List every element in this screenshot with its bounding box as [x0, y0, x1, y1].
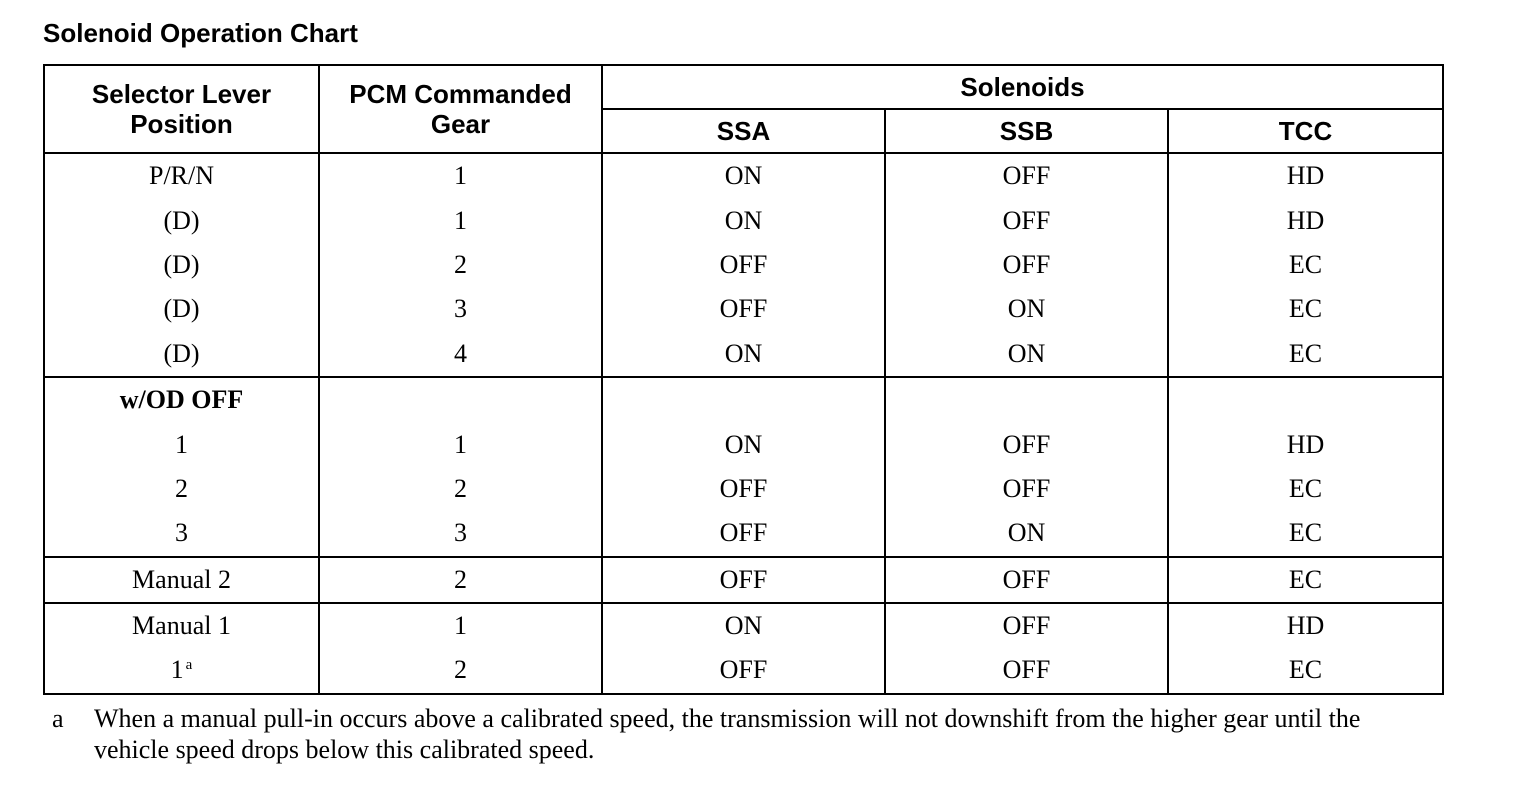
ssa-cell-text: ON — [724, 161, 763, 191]
gear-cell-text: 4 — [454, 338, 467, 368]
table-body — [44, 153, 1443, 694]
ssb-cell — [885, 648, 1168, 693]
table-row — [44, 153, 1443, 198]
position-cell — [44, 511, 319, 556]
position-cell — [44, 557, 319, 603]
gear-cell-text: 2 — [454, 473, 467, 503]
ssa-cell-text: OFF — [719, 294, 768, 324]
solenoid-operation-table — [43, 64, 1444, 695]
position-cell-text: 1 — [175, 429, 188, 459]
tcc-cell-text: EC — [1288, 294, 1323, 324]
tcc-cell — [1168, 422, 1443, 466]
table-row — [44, 603, 1443, 648]
table-row — [44, 511, 1443, 556]
ssb-cell-text: OFF — [1002, 429, 1051, 459]
position-cell-text: (D) — [163, 205, 200, 235]
gear-cell-text: 1 — [454, 205, 467, 235]
position-cell-text: Manual 1 — [132, 611, 231, 641]
gear-cell — [319, 467, 602, 511]
header-ssa: SSA — [602, 109, 885, 153]
gear-cell — [319, 603, 602, 648]
ssb-cell-text: ON — [1007, 518, 1046, 548]
ssa-cell-text: ON — [724, 429, 763, 459]
ssb-cell — [885, 422, 1168, 466]
tcc-cell — [1168, 332, 1443, 377]
gear-cell-text: 2 — [454, 564, 467, 594]
empty-cell — [319, 377, 602, 422]
table-row — [44, 243, 1443, 287]
tcc-cell-text: HD — [1286, 161, 1325, 191]
ssb-cell — [885, 557, 1168, 603]
footnote-text: When a manual pull-in occurs above a calibrated speed, the transmission will not downshift from the higher gear until the vehicle speed drops below this calibrated speed. — [94, 704, 1361, 764]
tcc-cell — [1168, 198, 1443, 242]
ssa-cell — [602, 153, 885, 198]
ssa-cell — [602, 648, 885, 693]
ssa-cell — [602, 422, 885, 466]
tcc-cell-text: HD — [1286, 205, 1325, 235]
gear-cell — [319, 557, 602, 603]
header-selector-lever-position: Selector Lever Position — [44, 65, 319, 153]
table-row — [44, 422, 1443, 466]
tcc-cell-text: HD — [1286, 611, 1325, 641]
ssa-cell — [602, 603, 885, 648]
position-cell — [44, 422, 319, 466]
ssa-cell-text: OFF — [719, 249, 768, 279]
position-cell-text: (D) — [163, 338, 200, 368]
gear-cell — [319, 648, 602, 693]
header-ssb: SSB — [885, 109, 1168, 153]
position-cell — [44, 153, 319, 198]
ssb-cell — [885, 153, 1168, 198]
ssb-cell-text: ON — [1007, 294, 1046, 324]
ssb-cell — [885, 243, 1168, 287]
tcc-cell-text: EC — [1288, 518, 1323, 548]
group-subheading: w/OD OFF — [44, 377, 319, 422]
gear-cell — [319, 153, 602, 198]
ssa-cell — [602, 287, 885, 331]
ssb-cell-text: OFF — [1002, 564, 1051, 594]
ssb-cell-text: OFF — [1002, 249, 1051, 279]
position-cell — [44, 198, 319, 242]
ssb-cell — [885, 287, 1168, 331]
ssa-cell — [602, 467, 885, 511]
empty-cell — [602, 377, 885, 422]
ssa-cell-text: OFF — [719, 564, 768, 594]
footnote-mark: a — [52, 704, 64, 733]
tcc-cell — [1168, 287, 1443, 331]
position-cell-text: P/R/N — [148, 161, 215, 191]
position-cell-text: 1 — [170, 655, 184, 685]
ssb-cell-text: OFF — [1002, 205, 1051, 235]
tcc-cell — [1168, 511, 1443, 556]
ssa-cell — [602, 557, 885, 603]
header-row-top — [44, 65, 1443, 109]
ssb-cell-text: OFF — [1002, 611, 1051, 641]
ssb-cell-text: OFF — [1002, 473, 1051, 503]
ssa-cell-text: OFF — [719, 655, 768, 685]
ssa-cell — [602, 332, 885, 377]
ssb-cell — [885, 198, 1168, 242]
position-cell — [44, 603, 319, 648]
ssb-cell — [885, 511, 1168, 556]
gear-cell-text: 2 — [454, 655, 467, 685]
ssa-cell-text: ON — [724, 338, 763, 368]
tcc-cell-text: HD — [1286, 429, 1325, 459]
ssa-cell — [602, 511, 885, 556]
tcc-cell-text: EC — [1288, 655, 1323, 685]
ssb-cell-text: ON — [1007, 338, 1046, 368]
gear-cell-text: 1 — [454, 429, 467, 459]
position-cell — [44, 243, 319, 287]
tcc-cell — [1168, 153, 1443, 198]
position-cell — [44, 332, 319, 377]
gear-cell — [319, 511, 602, 556]
tcc-cell — [1168, 648, 1443, 693]
gear-cell — [319, 198, 602, 242]
table-row — [44, 287, 1443, 331]
footnote-reference: a — [185, 657, 193, 674]
gear-cell-text: 1 — [454, 161, 467, 191]
tcc-cell-text: EC — [1288, 473, 1323, 503]
tcc-cell — [1168, 603, 1443, 648]
header-pcm-commanded-gear: PCM Commanded Gear — [319, 65, 602, 153]
ssa-cell — [602, 243, 885, 287]
table-row — [44, 198, 1443, 242]
table-row — [44, 467, 1443, 511]
tcc-cell-text: EC — [1288, 249, 1323, 279]
tcc-cell — [1168, 467, 1443, 511]
position-cell-text: Manual 2 — [132, 564, 231, 594]
ssb-cell-text: OFF — [1002, 161, 1051, 191]
position-cell — [44, 648, 319, 693]
empty-cell — [1168, 377, 1443, 422]
ssa-cell — [602, 198, 885, 242]
position-cell — [44, 467, 319, 511]
position-cell-text: 2 — [175, 473, 188, 503]
gear-cell — [319, 287, 602, 331]
ssa-cell-text: ON — [724, 611, 763, 641]
ssb-cell-text: OFF — [1002, 655, 1051, 685]
gear-cell-text: 1 — [454, 611, 467, 641]
gear-cell-text: 3 — [454, 518, 467, 548]
ssa-cell-text: OFF — [719, 518, 768, 548]
position-cell-text: 3 — [175, 518, 188, 548]
gear-cell-text: 2 — [454, 249, 467, 279]
tcc-cell-text: EC — [1288, 338, 1323, 368]
position-cell — [44, 287, 319, 331]
table-row — [44, 332, 1443, 377]
header-solenoids: Solenoids — [602, 65, 1443, 109]
ssa-cell-text: OFF — [719, 473, 768, 503]
gear-cell — [319, 422, 602, 466]
table-row — [44, 648, 1443, 693]
gear-cell — [319, 332, 602, 377]
ssb-cell — [885, 603, 1168, 648]
tcc-cell — [1168, 243, 1443, 287]
tcc-cell — [1168, 557, 1443, 603]
gear-cell-text: 3 — [454, 294, 467, 324]
table-row — [44, 557, 1443, 603]
table-header — [44, 65, 1443, 153]
position-cell-text: (D) — [163, 294, 200, 324]
tcc-cell-text: EC — [1288, 564, 1323, 594]
gear-cell — [319, 243, 602, 287]
header-tcc: TCC — [1168, 109, 1443, 153]
empty-cell — [885, 377, 1168, 422]
chart-title: Solenoid Operation Chart — [43, 18, 358, 48]
ssb-cell — [885, 467, 1168, 511]
position-cell-text: (D) — [163, 249, 200, 279]
ssa-cell-text: ON — [724, 205, 763, 235]
subheading-row — [44, 377, 1443, 422]
ssb-cell — [885, 332, 1168, 377]
